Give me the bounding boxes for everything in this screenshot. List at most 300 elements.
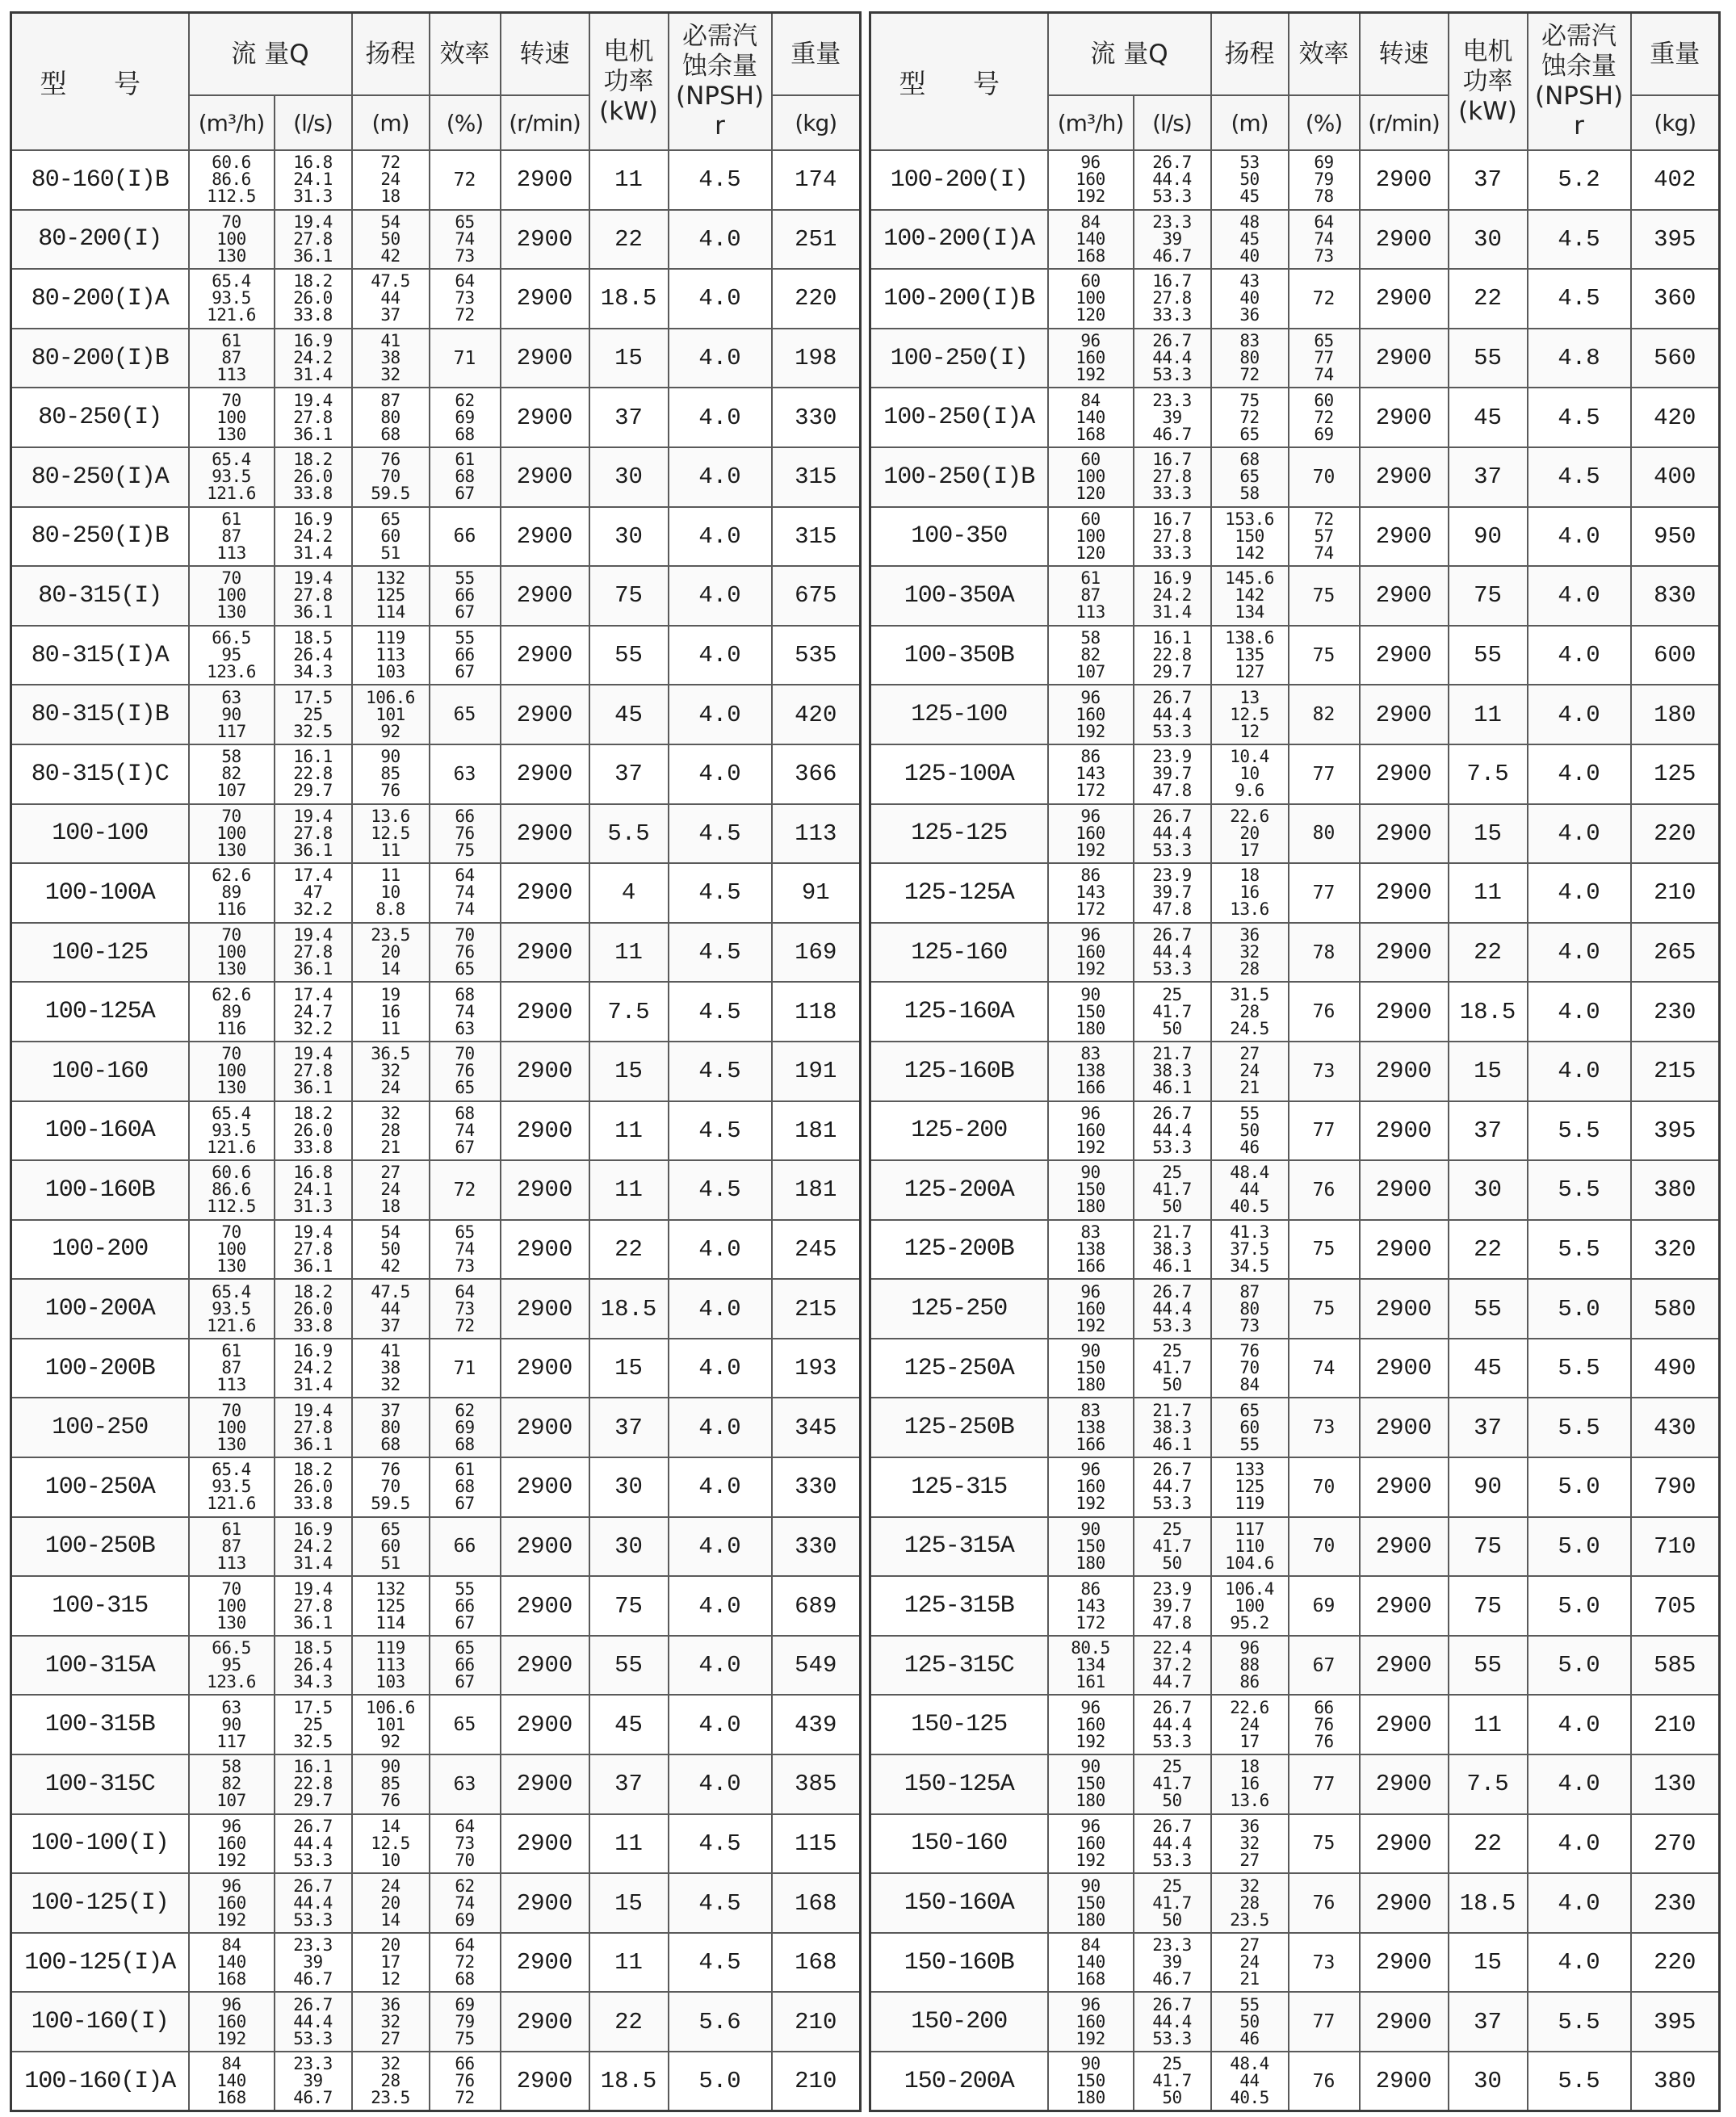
weight-cell: 230 <box>1631 1873 1720 1933</box>
flow-ls-cell: 16.1 22.8 29.7 <box>275 1754 352 1814</box>
efficiency-cell: 66 76 75 <box>430 804 501 864</box>
speed-cell: 2900 <box>501 329 589 388</box>
head-cell: 76 70 84 <box>1211 1339 1289 1398</box>
flow-m3h-cell: 86 143 172 <box>1048 1576 1134 1636</box>
flow-m3h-cell: 90 150 180 <box>1048 1160 1134 1220</box>
power-cell: 15 <box>1449 1042 1528 1101</box>
npsh-cell: 4.0 <box>669 507 772 567</box>
npsh-cell: 4.8 <box>1528 329 1631 388</box>
table-row <box>11 923 861 983</box>
model-cell: 100-160(I)A <box>11 2052 189 2111</box>
table-row <box>11 1933 861 1993</box>
power-cell: 15 <box>1449 1933 1528 1993</box>
npsh-cell: 4.0 <box>669 626 772 685</box>
npsh-cell: 5.5 <box>1528 1992 1631 2052</box>
flow-ls-cell: 23.3 39 46.7 <box>1134 210 1211 270</box>
table-row <box>870 1576 1720 1636</box>
npsh-cell: 4.0 <box>669 1457 772 1517</box>
flow-ls-cell: 26.7 44.4 53.3 <box>1134 923 1211 983</box>
speed-cell: 2900 <box>501 685 589 744</box>
flow-ls-cell: 25 41.7 50 <box>1134 1339 1211 1398</box>
weight-cell: 118 <box>772 982 861 1042</box>
flow-m3h-cell: 96 160 192 <box>1048 923 1134 983</box>
flow-ls-cell: 19.4 27.8 36.1 <box>275 1042 352 1101</box>
power-cell: 55 <box>1449 1279 1528 1339</box>
speed-cell: 2900 <box>1360 1279 1449 1339</box>
speed-cell: 2900 <box>1360 1992 1449 2052</box>
npsh-cell: 4.0 <box>669 1517 772 1577</box>
npsh-cell: 4.0 <box>1528 685 1631 744</box>
weight-cell: 230 <box>1631 982 1720 1042</box>
table-row <box>11 982 861 1042</box>
flow-ls-cell: 21.7 38.3 46.1 <box>1134 1042 1211 1101</box>
head-cell: 36.5 32 24 <box>352 1042 430 1101</box>
power-cell: 45 <box>589 685 669 744</box>
power-cell: 30 <box>589 507 669 567</box>
power-cell: 75 <box>589 1576 669 1636</box>
speed-cell: 2900 <box>1360 685 1449 744</box>
head-cell: 75 72 65 <box>1211 388 1289 447</box>
model-cell: 150-160B <box>870 1933 1048 1993</box>
flow-m3h-cell: 84 140 168 <box>189 1933 275 1993</box>
npsh-cell: 4.0 <box>669 1576 772 1636</box>
flow-m3h-cell: 96 160 192 <box>1048 1101 1134 1161</box>
header-flow-unit-m3h: (m³/h) <box>189 95 275 150</box>
weight-cell: 320 <box>1631 1220 1720 1280</box>
speed-cell: 2900 <box>501 210 589 270</box>
npsh-cell: 4.5 <box>669 863 772 923</box>
flow-ls-cell: 19.4 27.8 36.1 <box>275 210 352 270</box>
model-cell: 100-160(I) <box>11 1992 189 2052</box>
efficiency-cell: 62 69 68 <box>430 1398 501 1457</box>
flow-ls-cell: 25 41.7 50 <box>1134 1873 1211 1933</box>
header-speed-unit: (r/min) <box>1360 95 1449 150</box>
head-cell: 41 38 32 <box>352 329 430 388</box>
flow-ls-cell: 21.7 38.3 46.1 <box>1134 1398 1211 1457</box>
weight-cell: 210 <box>772 2052 861 2111</box>
efficiency-cell: 69 79 75 <box>430 1992 501 2052</box>
model-cell: 125-125 <box>870 804 1048 864</box>
npsh-cell: 4.0 <box>669 1754 772 1814</box>
weight-cell: 210 <box>772 1992 861 2052</box>
head-cell: 36 32 28 <box>1211 923 1289 983</box>
weight-cell: 600 <box>1631 626 1720 685</box>
weight-cell: 113 <box>772 804 861 864</box>
model-cell: 80-315(I)B <box>11 685 189 744</box>
npsh-cell: 4.0 <box>1528 507 1631 567</box>
weight-cell: 490 <box>1631 1339 1720 1398</box>
model-cell: 150-125A <box>870 1754 1048 1814</box>
power-cell: 37 <box>589 1754 669 1814</box>
flow-m3h-cell: 96 160 192 <box>1048 1992 1134 2052</box>
weight-cell: 420 <box>772 685 861 744</box>
model-cell: 80-250(I)B <box>11 507 189 567</box>
flow-m3h-cell: 65.4 93.5 121.6 <box>189 1101 275 1161</box>
table-row <box>870 150 1720 210</box>
flow-m3h-cell: 60 100 120 <box>1048 447 1134 507</box>
power-cell: 37 <box>589 1398 669 1457</box>
speed-cell: 2900 <box>501 1517 589 1577</box>
weight-cell: 315 <box>772 507 861 567</box>
efficiency-cell: 62 69 68 <box>430 388 501 447</box>
npsh-cell: 4.5 <box>1528 447 1631 507</box>
table-row <box>11 1517 861 1577</box>
header-head-unit: (m) <box>352 95 430 150</box>
speed-cell: 2900 <box>1360 1695 1449 1754</box>
head-cell: 117 110 104.6 <box>1211 1517 1289 1577</box>
weight-cell: 345 <box>772 1398 861 1457</box>
npsh-cell: 4.0 <box>1528 863 1631 923</box>
weight-cell: 360 <box>1631 269 1720 329</box>
flow-ls-cell: 16.8 24.1 31.3 <box>275 1160 352 1220</box>
model-cell: 100-160 <box>11 1042 189 1101</box>
flow-m3h-cell: 96 160 192 <box>1048 1457 1134 1517</box>
model-cell: 80-200(I) <box>11 210 189 270</box>
weight-cell: 215 <box>772 1279 861 1339</box>
flow-m3h-cell: 61 87 113 <box>1048 566 1134 626</box>
flow-m3h-cell: 65.4 93.5 121.6 <box>189 447 275 507</box>
efficiency-cell: 66 76 72 <box>430 2052 501 2111</box>
efficiency-cell: 75 <box>1289 626 1360 685</box>
table-row <box>11 1814 861 1874</box>
speed-cell: 2900 <box>501 507 589 567</box>
flow-m3h-cell: 84 140 168 <box>1048 388 1134 447</box>
header-efficiency: 效率 <box>1289 13 1360 96</box>
head-cell: 72 24 18 <box>352 150 430 210</box>
model-cell: 125-160B <box>870 1042 1048 1101</box>
speed-cell: 2900 <box>501 1754 589 1814</box>
efficiency-cell: 76 <box>1289 1160 1360 1220</box>
efficiency-cell: 73 <box>1289 1933 1360 1993</box>
model-cell: 150-125 <box>870 1695 1048 1754</box>
table-row <box>11 1576 861 1636</box>
flow-ls-cell: 26.7 44.4 53.3 <box>1134 1279 1211 1339</box>
efficiency-cell: 70 76 65 <box>430 923 501 983</box>
power-cell: 37 <box>1449 447 1528 507</box>
table-row <box>11 1457 861 1517</box>
power-cell: 11 <box>589 1814 669 1874</box>
table-row <box>11 1220 861 1280</box>
speed-cell: 2900 <box>501 388 589 447</box>
header-power: 电机 功率 (kW) <box>1449 13 1528 151</box>
head-cell: 90 85 76 <box>352 1754 430 1814</box>
flow-ls-cell: 23.3 39 46.7 <box>1134 1933 1211 1993</box>
flow-m3h-cell: 70 100 130 <box>189 566 275 626</box>
weight-cell: 366 <box>772 744 861 804</box>
flow-ls-cell: 16.8 24.1 31.3 <box>275 150 352 210</box>
weight-cell: 220 <box>772 269 861 329</box>
flow-ls-cell: 19.4 27.8 36.1 <box>275 804 352 864</box>
weight-cell: 439 <box>772 1695 861 1754</box>
npsh-cell: 4.5 <box>669 804 772 864</box>
flow-m3h-cell: 90 150 180 <box>1048 2052 1134 2111</box>
table-row <box>870 744 1720 804</box>
npsh-cell: 5.5 <box>1528 1398 1631 1457</box>
flow-m3h-cell: 60.6 86.6 112.5 <box>189 150 275 210</box>
speed-cell: 2900 <box>501 1398 589 1457</box>
head-cell: 27 24 18 <box>352 1160 430 1220</box>
flow-m3h-cell: 61 87 113 <box>189 1517 275 1577</box>
header-head: 扬程 <box>1211 13 1289 96</box>
flow-m3h-cell: 83 138 166 <box>1048 1042 1134 1101</box>
flow-ls-cell: 25 41.7 50 <box>1134 982 1211 1042</box>
npsh-cell: 4.0 <box>1528 923 1631 983</box>
npsh-cell: 4.0 <box>669 447 772 507</box>
flow-m3h-cell: 84 140 168 <box>1048 1933 1134 1993</box>
header-speed: 转速 <box>1360 13 1449 96</box>
flow-ls-cell: 18.2 26.0 33.8 <box>275 269 352 329</box>
flow-m3h-cell: 86 143 172 <box>1048 863 1134 923</box>
spec-table-left-panel <box>10 11 859 2106</box>
efficiency-cell: 66 <box>430 507 501 567</box>
header-efficiency: 效率 <box>430 13 501 96</box>
speed-cell: 2900 <box>1360 1398 1449 1457</box>
head-cell: 106.6 101 92 <box>352 685 430 744</box>
power-cell: 37 <box>1449 1992 1528 2052</box>
model-cell: 100-200A <box>11 1279 189 1339</box>
npsh-cell: 4.5 <box>669 1873 772 1933</box>
flow-m3h-cell: 65.4 93.5 121.6 <box>189 1279 275 1339</box>
flow-ls-cell: 16.1 22.8 29.7 <box>275 744 352 804</box>
header-head-unit: (m) <box>1211 95 1289 150</box>
head-cell: 13.6 12.5 11 <box>352 804 430 864</box>
weight-cell: 168 <box>772 1933 861 1993</box>
npsh-cell: 4.0 <box>669 1339 772 1398</box>
npsh-cell: 4.0 <box>669 1695 772 1754</box>
head-cell: 65 60 55 <box>1211 1398 1289 1457</box>
speed-cell: 2900 <box>501 626 589 685</box>
efficiency-cell: 67 <box>1289 1636 1360 1696</box>
power-cell: 22 <box>1449 1220 1528 1280</box>
speed-cell: 2900 <box>501 1695 589 1754</box>
header-weight: 重量 <box>1631 13 1720 96</box>
flow-m3h-cell: 62.6 89 116 <box>189 982 275 1042</box>
flow-m3h-cell: 70 100 130 <box>189 388 275 447</box>
power-cell: 11 <box>589 1160 669 1220</box>
power-cell: 11 <box>589 1101 669 1161</box>
model-cell: 100-250B <box>11 1517 189 1577</box>
table-row <box>11 447 861 507</box>
model-cell: 125-125A <box>870 863 1048 923</box>
model-cell: 80-315(I) <box>11 566 189 626</box>
table-row <box>870 1398 1720 1457</box>
pump-spec-table-left <box>10 11 862 2112</box>
flow-ls-cell: 26.7 44.4 53.3 <box>1134 150 1211 210</box>
efficiency-cell: 71 <box>430 1339 501 1398</box>
model-cell: 100-350 <box>870 507 1048 567</box>
model-cell: 100-250(I)A <box>870 388 1048 447</box>
npsh-cell: 4.0 <box>669 566 772 626</box>
speed-cell: 2900 <box>1360 566 1449 626</box>
flow-m3h-cell: 60.6 86.6 112.5 <box>189 1160 275 1220</box>
power-cell: 15 <box>589 1339 669 1398</box>
npsh-cell: 4.5 <box>669 923 772 983</box>
flow-ls-cell: 26.7 44.7 53.3 <box>1134 1457 1211 1517</box>
npsh-cell: 5.0 <box>669 2052 772 2111</box>
flow-ls-cell: 16.7 27.8 33.3 <box>1134 507 1211 567</box>
flow-m3h-cell: 96 160 192 <box>189 1873 275 1933</box>
efficiency-cell: 72 <box>430 150 501 210</box>
model-cell: 80-315(I)C <box>11 744 189 804</box>
flow-m3h-cell: 83 138 166 <box>1048 1220 1134 1280</box>
head-cell: 106.4 100 95.2 <box>1211 1576 1289 1636</box>
table-row <box>870 210 1720 270</box>
speed-cell: 2900 <box>1360 804 1449 864</box>
header-model: 型 号 <box>11 13 189 151</box>
efficiency-cell: 64 74 73 <box>1289 210 1360 270</box>
model-cell: 100-125 <box>11 923 189 983</box>
header-speed-unit: (r/min) <box>501 95 589 150</box>
weight-cell: 270 <box>1631 1814 1720 1874</box>
weight-cell: 689 <box>772 1576 861 1636</box>
weight-cell: 395 <box>1631 1992 1720 2052</box>
flow-m3h-cell: 70 100 130 <box>189 210 275 270</box>
speed-cell: 2900 <box>501 1814 589 1874</box>
weight-cell: 790 <box>1631 1457 1720 1517</box>
model-cell: 100-100A <box>11 863 189 923</box>
weight-cell: 168 <box>772 1873 861 1933</box>
weight-cell: 130 <box>1631 1754 1720 1814</box>
power-cell: 75 <box>1449 566 1528 626</box>
flow-ls-cell: 18.2 26.0 33.8 <box>275 1457 352 1517</box>
efficiency-cell: 66 76 76 <box>1289 1695 1360 1754</box>
weight-cell: 220 <box>1631 1933 1720 1993</box>
table-row <box>870 1160 1720 1220</box>
table-row <box>870 1814 1720 1874</box>
power-cell: 30 <box>1449 1160 1528 1220</box>
flow-ls-cell: 25 41.7 50 <box>1134 1517 1211 1577</box>
model-cell: 100-315A <box>11 1636 189 1696</box>
flow-ls-cell: 19.4 27.8 36.1 <box>275 566 352 626</box>
model-cell: 125-160 <box>870 923 1048 983</box>
model-cell: 150-200 <box>870 1992 1048 2052</box>
table-row <box>11 1160 861 1220</box>
header-weight-unit: (kg) <box>1631 95 1720 150</box>
flow-ls-cell: 25 41.7 50 <box>1134 1754 1211 1814</box>
weight-cell: 400 <box>1631 447 1720 507</box>
efficiency-cell: 76 <box>1289 982 1360 1042</box>
power-cell: 5.5 <box>589 804 669 864</box>
table-row <box>870 1279 1720 1339</box>
speed-cell: 2900 <box>501 1576 589 1636</box>
model-cell: 100-125(I)A <box>11 1933 189 1993</box>
flow-m3h-cell: 96 160 192 <box>189 1814 275 1874</box>
flow-ls-cell: 26.7 44.4 53.3 <box>1134 685 1211 744</box>
weight-cell: 315 <box>772 447 861 507</box>
model-cell: 80-250(I)A <box>11 447 189 507</box>
flow-ls-cell: 26.7 44.4 53.3 <box>1134 1992 1211 2052</box>
model-cell: 150-160 <box>870 1814 1048 1874</box>
npsh-cell: 4.0 <box>1528 1042 1631 1101</box>
speed-cell: 2900 <box>1360 447 1449 507</box>
header-power: 电机 功率 (kW) <box>589 13 669 151</box>
flow-ls-cell: 16.9 24.2 31.4 <box>1134 566 1211 626</box>
weight-cell: 198 <box>772 329 861 388</box>
power-cell: 22 <box>1449 923 1528 983</box>
speed-cell: 2900 <box>1360 150 1449 210</box>
head-cell: 90 85 76 <box>352 744 430 804</box>
head-cell: 11 10 8.8 <box>352 863 430 923</box>
efficiency-cell: 68 74 63 <box>430 982 501 1042</box>
npsh-cell: 5.0 <box>1528 1636 1631 1696</box>
table-row <box>870 388 1720 447</box>
table-row <box>11 1873 861 1933</box>
speed-cell: 2900 <box>1360 1220 1449 1280</box>
table-row <box>870 1042 1720 1101</box>
table-row <box>11 210 861 270</box>
speed-cell: 2900 <box>501 863 589 923</box>
npsh-cell: 4.5 <box>1528 388 1631 447</box>
efficiency-cell: 69 79 78 <box>1289 150 1360 210</box>
npsh-cell: 4.5 <box>1528 269 1631 329</box>
model-cell: 80-200(I)B <box>11 329 189 388</box>
flow-m3h-cell: 60 100 120 <box>1048 507 1134 567</box>
weight-cell: 395 <box>1631 210 1720 270</box>
flow-ls-cell: 18.2 26.0 33.8 <box>275 1279 352 1339</box>
speed-cell: 2900 <box>501 566 589 626</box>
head-cell: 54 50 42 <box>352 1220 430 1280</box>
model-cell: 100-100 <box>11 804 189 864</box>
table-row <box>11 388 861 447</box>
power-cell: 55 <box>1449 1636 1528 1696</box>
efficiency-cell: 55 66 67 <box>430 566 501 626</box>
npsh-cell: 4.0 <box>1528 982 1631 1042</box>
efficiency-cell: 73 <box>1289 1398 1360 1457</box>
model-cell: 100-200(I)A <box>870 210 1048 270</box>
model-cell: 100-200 <box>11 1220 189 1280</box>
table-row <box>11 2052 861 2111</box>
spec-table-right-body <box>870 150 1720 2111</box>
header-flow-unit-ls: (l/s) <box>1134 95 1211 150</box>
npsh-cell: 5.2 <box>1528 150 1631 210</box>
weight-cell: 395 <box>1631 1101 1720 1161</box>
power-cell: 11 <box>589 923 669 983</box>
power-cell: 90 <box>1449 1457 1528 1517</box>
table-row <box>870 804 1720 864</box>
power-cell: 15 <box>589 1873 669 1933</box>
flow-m3h-cell: 61 87 113 <box>189 329 275 388</box>
speed-cell: 2900 <box>501 1339 589 1398</box>
weight-cell: 191 <box>772 1042 861 1101</box>
flow-ls-cell: 23.3 39 46.7 <box>275 2052 352 2111</box>
head-cell: 119 113 103 <box>352 1636 430 1696</box>
head-cell: 32 28 23.5 <box>1211 1873 1289 1933</box>
table-row <box>870 1636 1720 1696</box>
npsh-cell: 4.0 <box>669 1398 772 1457</box>
speed-cell: 2900 <box>501 1873 589 1933</box>
flow-ls-cell: 25 41.7 50 <box>1134 2052 1211 2111</box>
npsh-cell: 5.0 <box>1528 1576 1631 1636</box>
weight-cell: 402 <box>1631 150 1720 210</box>
table-row <box>11 1042 861 1101</box>
model-cell: 125-200B <box>870 1220 1048 1280</box>
flow-m3h-cell: 84 140 168 <box>189 2052 275 2111</box>
table-row <box>11 1754 861 1814</box>
weight-cell: 169 <box>772 923 861 983</box>
weight-cell: 125 <box>1631 744 1720 804</box>
efficiency-cell: 75 <box>1289 1279 1360 1339</box>
efficiency-cell: 64 73 72 <box>430 1279 501 1339</box>
flow-ls-cell: 19.4 27.8 36.1 <box>275 388 352 447</box>
speed-cell: 2900 <box>1360 507 1449 567</box>
speed-cell: 2900 <box>501 1042 589 1101</box>
flow-ls-cell: 16.7 27.8 33.3 <box>1134 269 1211 329</box>
speed-cell: 2900 <box>1360 1101 1449 1161</box>
flow-ls-cell: 18.5 26.4 34.3 <box>275 1636 352 1696</box>
speed-cell: 2900 <box>1360 2052 1449 2111</box>
head-cell: 68 65 58 <box>1211 447 1289 507</box>
npsh-cell: 4.0 <box>1528 1873 1631 1933</box>
